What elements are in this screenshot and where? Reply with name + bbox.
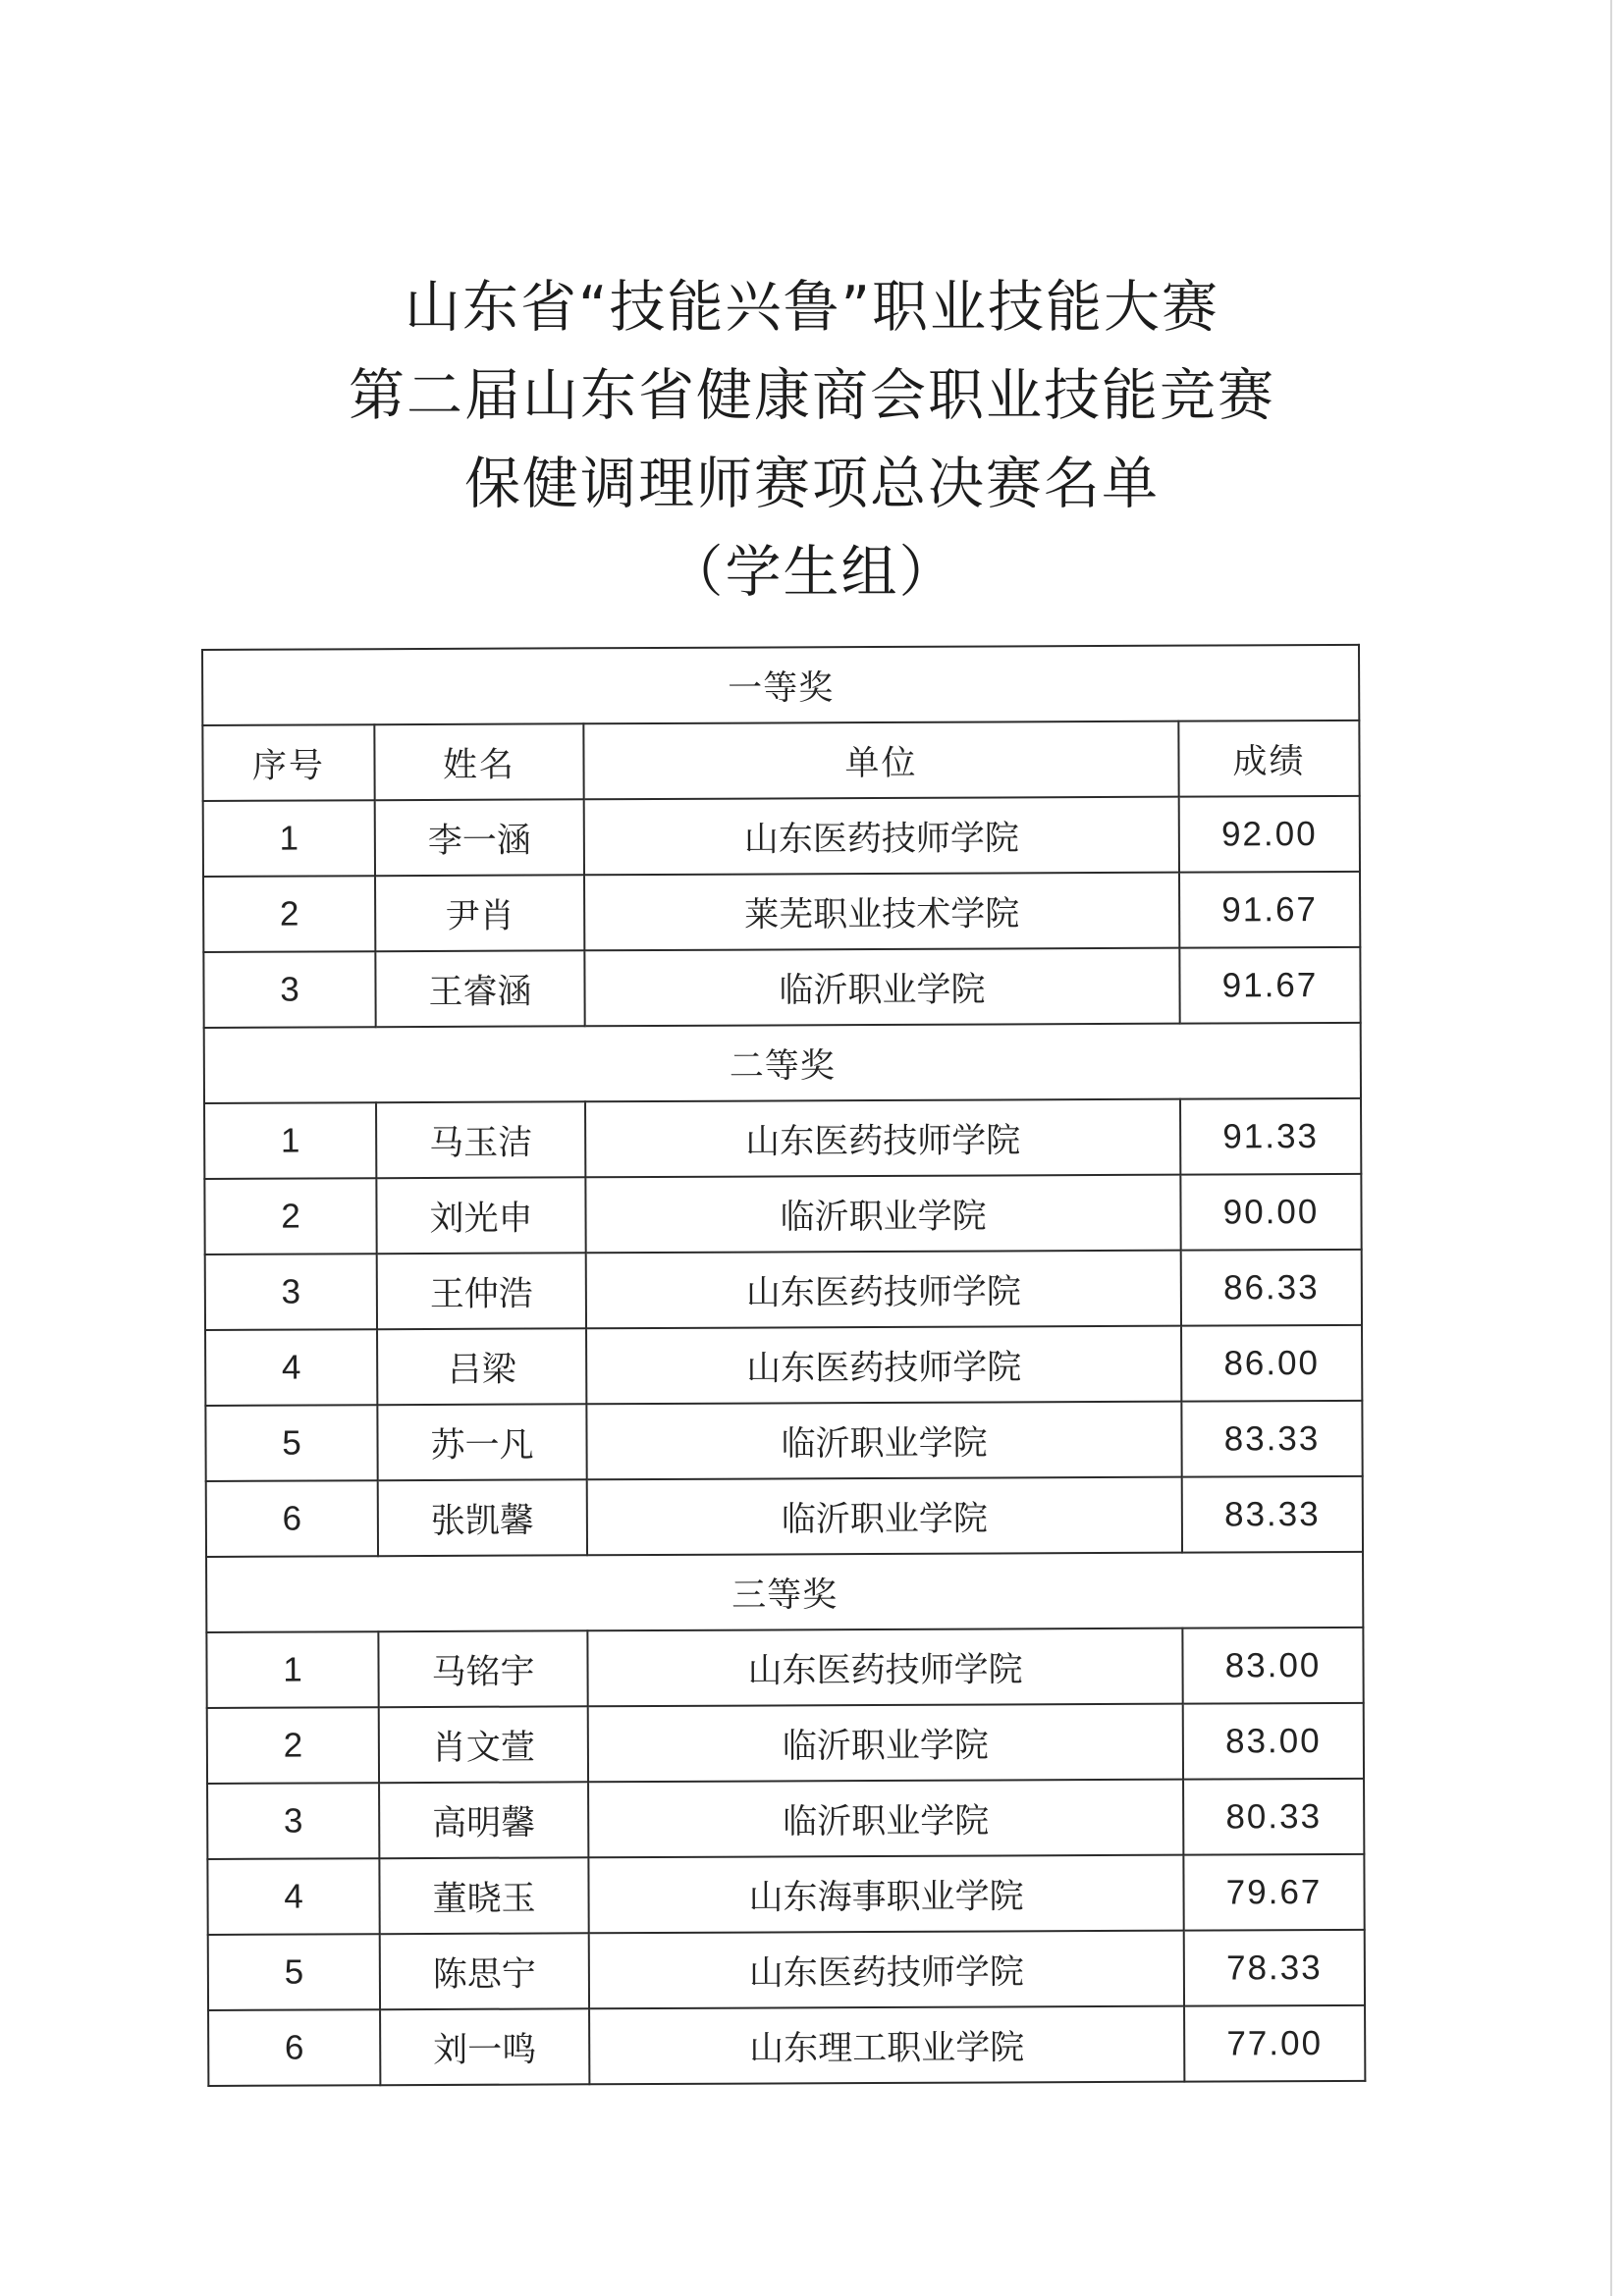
section-heading-row [204,1023,1361,1103]
row-seq: 3 [205,1254,377,1330]
row-unit: 临沂职业学院 [584,948,1179,1027]
table-row [203,872,1360,952]
row-seq: 5 [205,1405,377,1481]
row-name: 马玉洁 [376,1101,585,1178]
row-seq: 3 [203,951,375,1028]
row-seq: 3 [207,1783,379,1859]
column-header-seq: 序号 [202,724,374,801]
column-header-name: 姓名 [374,723,583,800]
row-unit: 山东医药技师学院 [585,1099,1180,1178]
row-name: 高明馨 [379,1782,588,1858]
row-unit: 山东医药技师学院 [586,1251,1181,1329]
row-score: 91.33 [1180,1098,1361,1175]
award-list-table [201,644,1366,2087]
row-name: 尹肖 [375,875,584,951]
title-line-4: （学生组） [667,540,957,605]
title-line-2: 第二届山东省健康商会职业技能竞赛 [349,363,1275,428]
row-score: 77.00 [1184,2005,1365,2082]
table-row [207,1779,1364,1859]
row-name: 吕梁 [377,1328,586,1405]
row-name: 苏一凡 [377,1404,586,1480]
table-row [203,796,1360,877]
row-score: 86.33 [1181,1250,1362,1326]
title-line-1: 山东省“技能兴鲁”职业技能大赛 [404,275,1220,340]
row-unit: 山东医药技师学院 [586,1326,1181,1405]
row-seq: 6 [208,2009,380,2086]
table-row [206,1476,1363,1557]
row-score: 79.67 [1183,1854,1364,1931]
table-row [206,1628,1363,1708]
row-unit: 临沂职业学院 [585,1175,1180,1254]
row-name: 马铭宇 [378,1630,587,1707]
table-row [207,1854,1364,1935]
row-name: 刘一鸣 [380,2008,589,2085]
row-score: 83.33 [1182,1476,1363,1553]
table-row [204,1174,1361,1255]
row-unit: 临沂职业学院 [588,1704,1183,1783]
row-seq: 4 [207,1858,379,1935]
row-name: 董晓玉 [379,1857,588,1934]
row-unit: 山东理工职业学院 [589,2006,1184,2085]
row-name: 刘光申 [376,1177,585,1254]
row-score: 83.00 [1182,1628,1363,1704]
row-name: 王仲浩 [377,1253,586,1329]
row-seq: 2 [204,1178,376,1255]
row-unit: 莱芜职业技术学院 [584,873,1179,951]
row-unit: 山东医药技师学院 [587,1629,1182,1707]
row-score: 80.33 [1183,1779,1364,1855]
table-row [208,2005,1365,2086]
row-score: 91.67 [1179,872,1360,948]
award-table-body [202,645,1365,2086]
row-score: 78.33 [1184,1930,1365,2006]
row-unit: 山东海事职业学院 [588,1855,1183,1934]
table-row [207,1703,1364,1784]
table-row [204,1098,1361,1179]
column-header-row [202,721,1359,801]
row-score: 86.00 [1181,1325,1362,1402]
row-unit: 临沂职业学院 [588,1780,1183,1858]
row-seq: 6 [206,1480,378,1557]
award-section-heading: 二等奖 [204,1023,1361,1103]
row-unit: 临沂职业学院 [587,1477,1182,1556]
document-title [0,263,1624,616]
row-seq: 1 [206,1631,378,1708]
row-unit: 山东医药技师学院 [589,1931,1184,2009]
row-name: 张凯馨 [378,1479,587,1556]
row-name: 王睿涵 [375,950,584,1027]
column-header-score: 成绩 [1178,721,1359,797]
row-seq: 2 [203,876,375,952]
row-seq: 5 [208,1934,380,2010]
table-row [203,947,1360,1028]
section-heading-row [202,645,1359,725]
row-name: 肖文萱 [379,1706,588,1783]
column-header-unit: 单位 [583,721,1178,800]
row-score: 90.00 [1180,1174,1361,1251]
table-row [205,1325,1362,1406]
award-section-heading: 三等奖 [206,1552,1363,1632]
row-score: 91.67 [1179,947,1360,1024]
section-heading-row [206,1552,1363,1632]
row-score: 92.00 [1179,796,1360,873]
table-row [205,1250,1362,1330]
row-seq: 4 [205,1329,377,1406]
row-score: 83.00 [1183,1703,1364,1780]
row-seq: 1 [204,1102,376,1179]
award-section-heading: 一等奖 [202,645,1359,725]
title-line-3: 保健调理师赛项总决赛名单 [464,452,1160,516]
row-seq: 2 [207,1707,379,1784]
row-name: 李一涵 [375,799,584,876]
row-unit: 临沂职业学院 [586,1402,1181,1480]
row-score: 83.33 [1181,1401,1362,1477]
row-unit: 山东医药技师学院 [584,797,1179,876]
row-name: 陈思宁 [380,1933,589,2009]
table-row [208,1930,1365,2010]
row-seq: 1 [203,800,375,877]
table-row [205,1401,1362,1481]
